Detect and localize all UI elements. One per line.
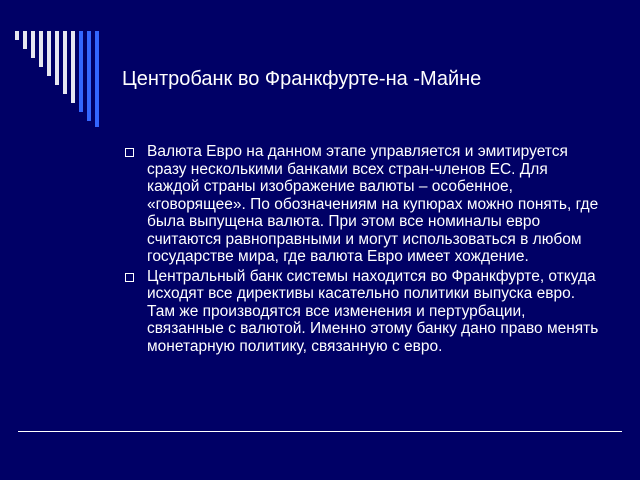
stripe xyxy=(63,31,67,94)
square-bullet-icon xyxy=(125,273,134,282)
slide-title: Центробанк во Франкфурте-на -Майне xyxy=(122,68,482,90)
bullet-text: Валюта Евро на данном этапе управляется и эмитируется сразу несколькими банками всех стран-членов ЕС. Для каждой страны изображение валюты – особенное, «говорящее». По обозначениям на купюрах можно понять, где была выпущена валюта. При этом все номиналы евро считаются равноправными и могут использоваться в любом государстве мира, где валюта Евро имеет хождение. xyxy=(147,143,599,265)
list-item xyxy=(125,268,603,356)
stripe xyxy=(55,31,59,85)
square-bullet-icon xyxy=(125,148,134,157)
stripe xyxy=(23,31,27,49)
bullet-list xyxy=(125,143,603,357)
bullet-text: Центральный банк системы находится во Франкфурте, откуда исходят все директивы касательно политики выпуска евро. Там же производятся все изменения и пертурбации, связанные с валютой. Именно этому банку дано право менять монетарную политику, связанную с евро. xyxy=(147,267,599,355)
stripe xyxy=(95,31,99,127)
decorative-stripes xyxy=(0,0,110,130)
stripe xyxy=(31,31,35,58)
stripe xyxy=(39,31,43,67)
stripe xyxy=(87,31,91,121)
stripe xyxy=(71,31,75,103)
list-item xyxy=(125,143,603,266)
stripe xyxy=(79,31,83,112)
footer-divider xyxy=(18,431,622,432)
stripe xyxy=(47,31,51,76)
stripe xyxy=(15,31,19,40)
